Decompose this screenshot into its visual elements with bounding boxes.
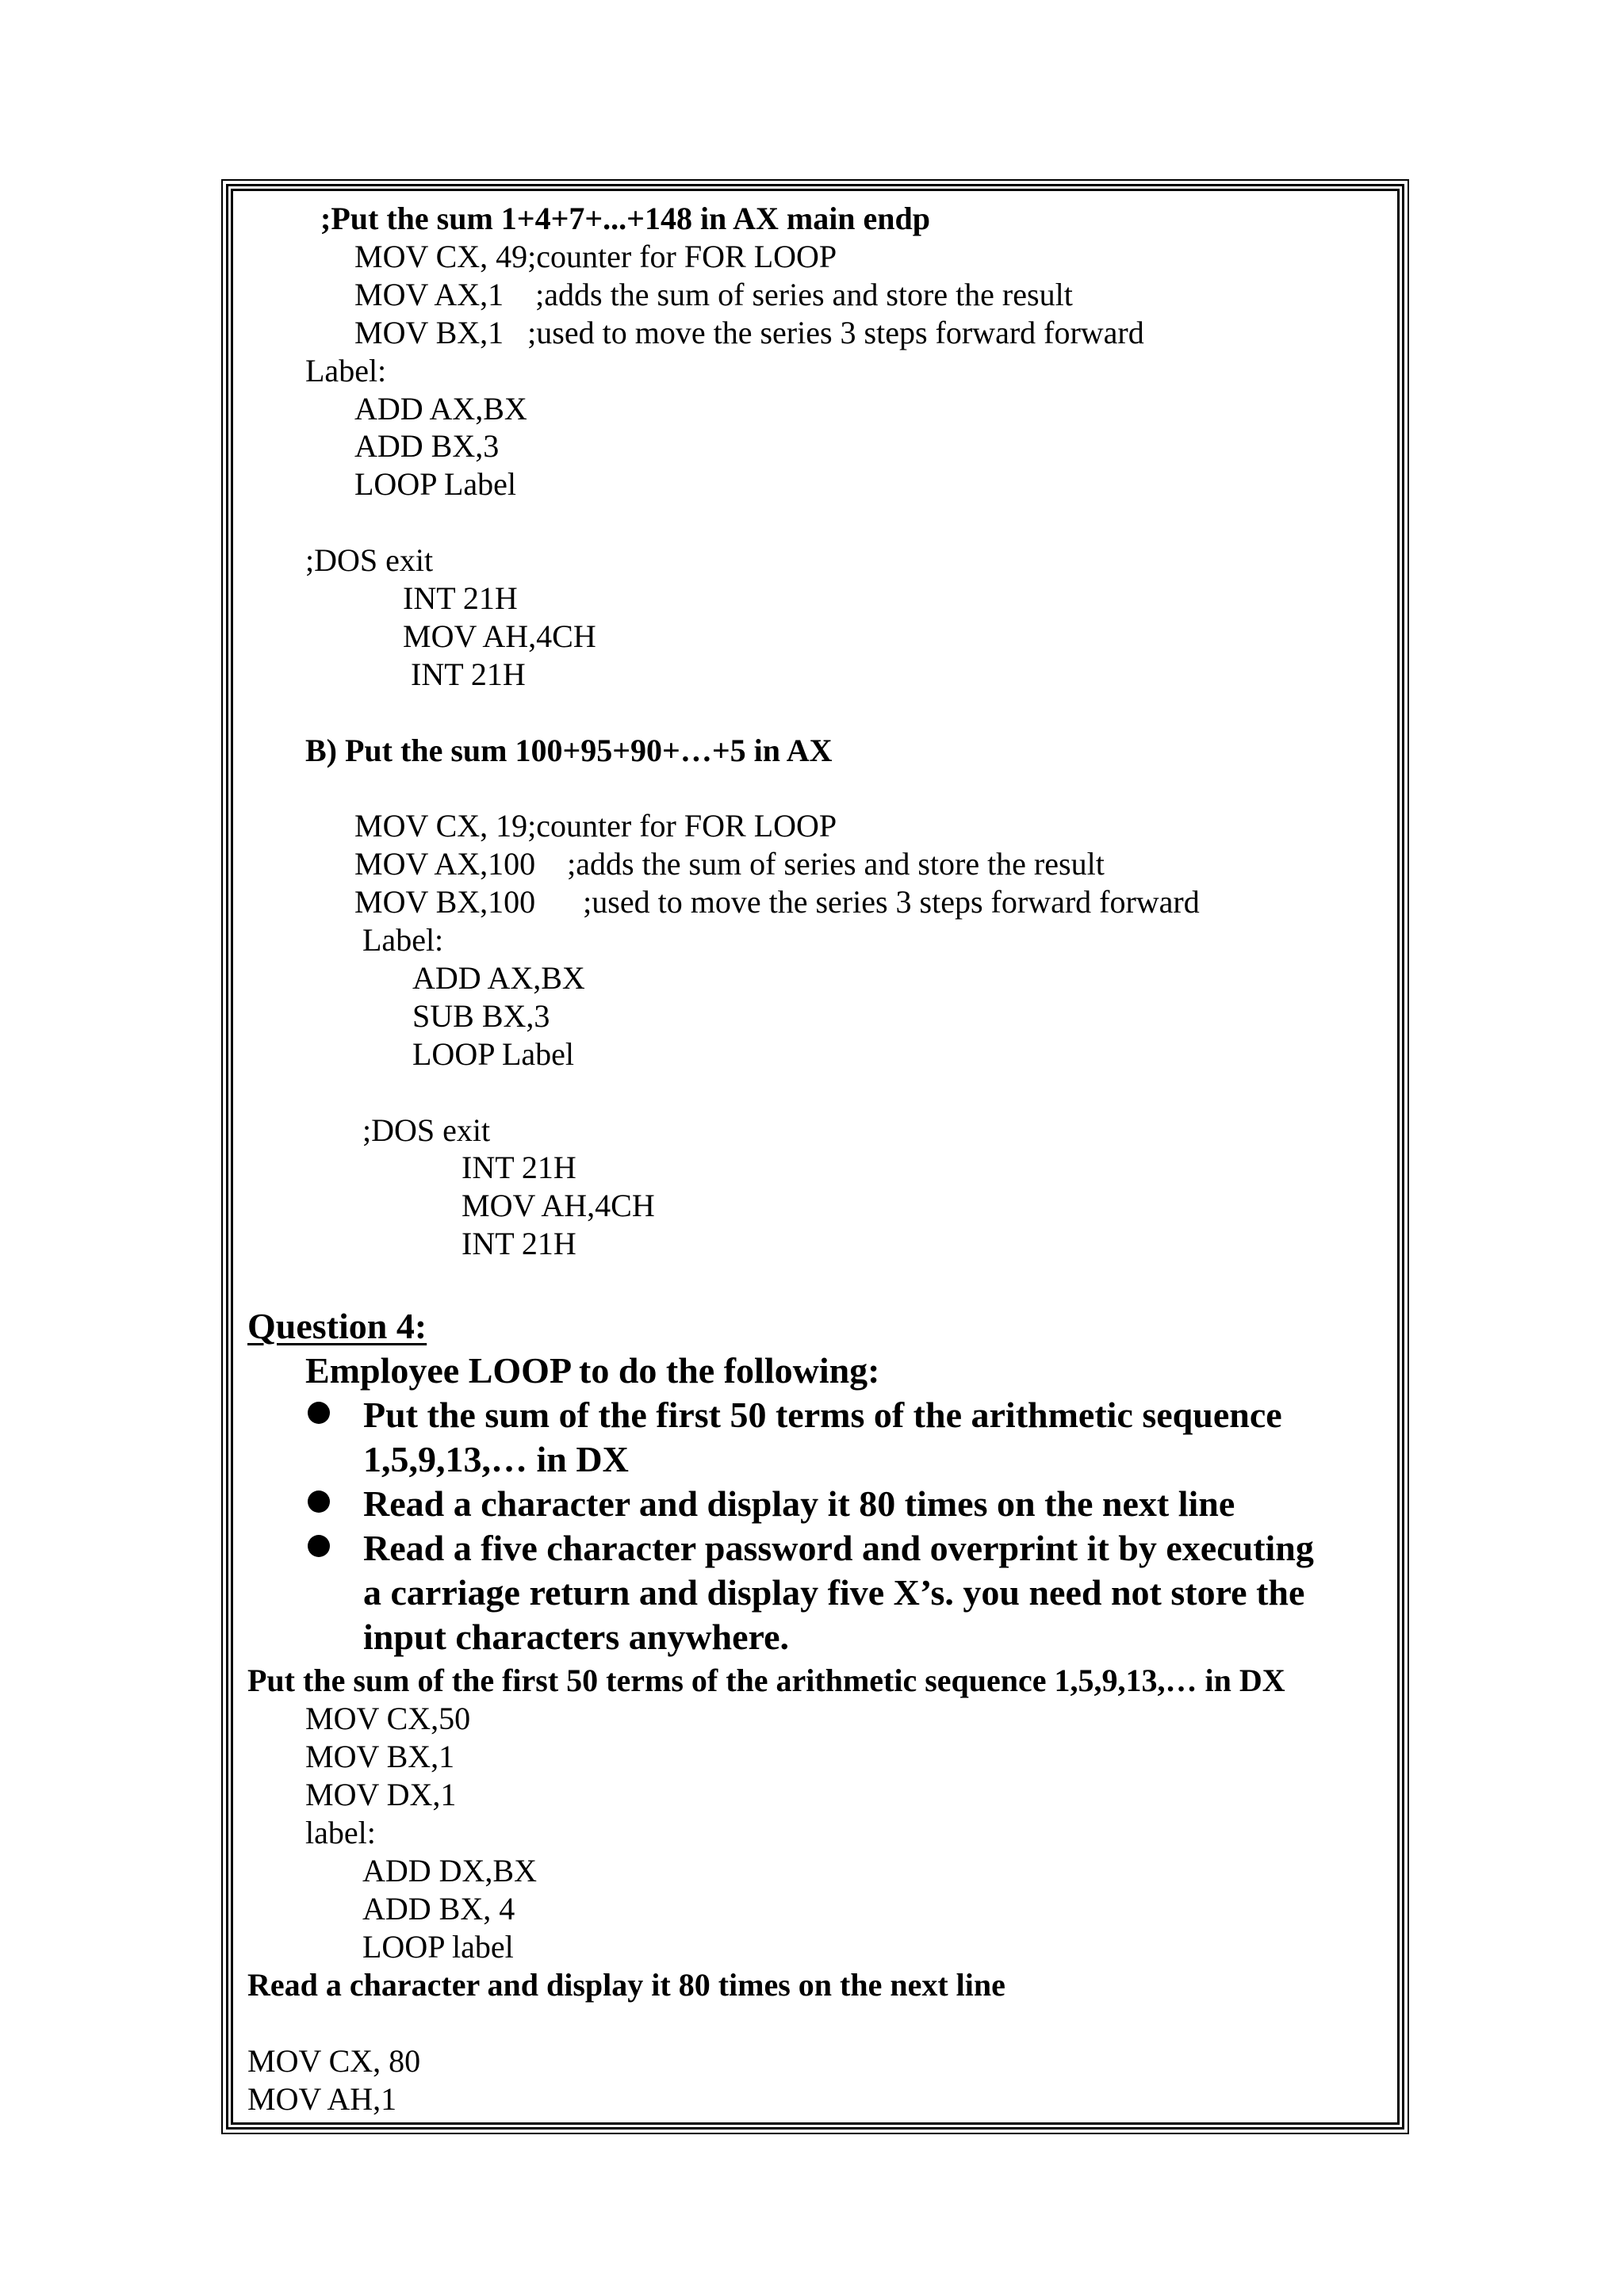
code-line: INT 21H xyxy=(462,1226,576,1261)
code-line: SUB BX,3 xyxy=(412,998,550,1034)
bullet-icon xyxy=(308,1490,330,1513)
code-line: ADD DX,BX xyxy=(362,1853,537,1888)
code-label: Label: xyxy=(305,353,387,388)
code-line: INT 21H xyxy=(462,1150,576,1185)
code-line: MOV AH,4CH xyxy=(462,1188,655,1223)
question-title: Question 4: xyxy=(247,1306,427,1346)
code-line: INT 21H xyxy=(403,580,518,616)
bullet-icon xyxy=(308,1535,330,1557)
code-line: MOV BX,100 ;used to move the series 3 steps forward forward xyxy=(354,884,1200,920)
question-bullet-text: input characters anywhere. xyxy=(363,1617,790,1657)
code-line: MOV DX,1 xyxy=(305,1777,457,1812)
code-comment: ;DOS exit xyxy=(305,542,434,578)
code-line: MOV CX, 19;counter for FOR LOOP xyxy=(354,808,837,844)
code-line: LOOP Label xyxy=(412,1036,575,1072)
code-line: LOOP Label xyxy=(354,466,517,502)
bullet-icon xyxy=(308,1402,330,1424)
code-line: INT 21H xyxy=(411,656,526,692)
answer-heading: Put the sum of the first 50 terms of the arithmetic sequence 1,5,9,13,… in DX xyxy=(247,1663,1285,1698)
question-bullet-text: a carriage return and display five X’s. you need not store the xyxy=(363,1572,1305,1613)
code-line: MOV AH,1 xyxy=(247,2081,397,2117)
code-line: ADD AX,BX xyxy=(412,960,585,996)
part-a-heading: ;Put the sum 1+4+7+...+148 in AX main endp xyxy=(320,201,931,236)
code-line: MOV AH,4CH xyxy=(403,618,596,654)
code-line: MOV CX, 49;counter for FOR LOOP xyxy=(354,239,837,274)
code-line: MOV BX,1 xyxy=(305,1739,455,1774)
code-comment: ;DOS exit xyxy=(362,1112,491,1148)
code-line: MOV AX,100 ;adds the sum of series and store the result xyxy=(354,846,1105,882)
code-line: MOV AX,1 ;adds the sum of series and store the result xyxy=(354,277,1073,312)
code-line: ADD BX, 4 xyxy=(362,1891,515,1927)
code-line: LOOP label xyxy=(362,1929,514,1965)
code-line: MOV CX,50 xyxy=(305,1701,471,1736)
question-bullet-text: Read a character and display it 80 times on the next line xyxy=(363,1483,1235,1524)
question-bullet-text: Put the sum of the first 50 terms of the arithmetic sequence xyxy=(363,1395,1282,1435)
code-line: ADD BX,3 xyxy=(354,428,500,464)
question-intro: Employee LOOP to do the following: xyxy=(305,1350,880,1391)
code-label: label: xyxy=(305,1815,376,1850)
question-bullet-text: Read a five character password and overprint it by executing xyxy=(363,1528,1314,1568)
code-line: ADD AX,BX xyxy=(354,391,527,427)
question-bullet-text: 1,5,9,13,… in DX xyxy=(363,1439,629,1479)
code-line: MOV BX,1 ;used to move the series 3 steps forward forward xyxy=(354,315,1144,350)
code-line: MOV CX, 80 xyxy=(247,2043,421,2079)
part-b-heading: B) Put the sum 100+95+90+…+5 in AX xyxy=(305,733,833,768)
answer-heading: Read a character and display it 80 times on the next line xyxy=(247,1967,1005,2003)
code-label: Label: xyxy=(362,922,444,958)
